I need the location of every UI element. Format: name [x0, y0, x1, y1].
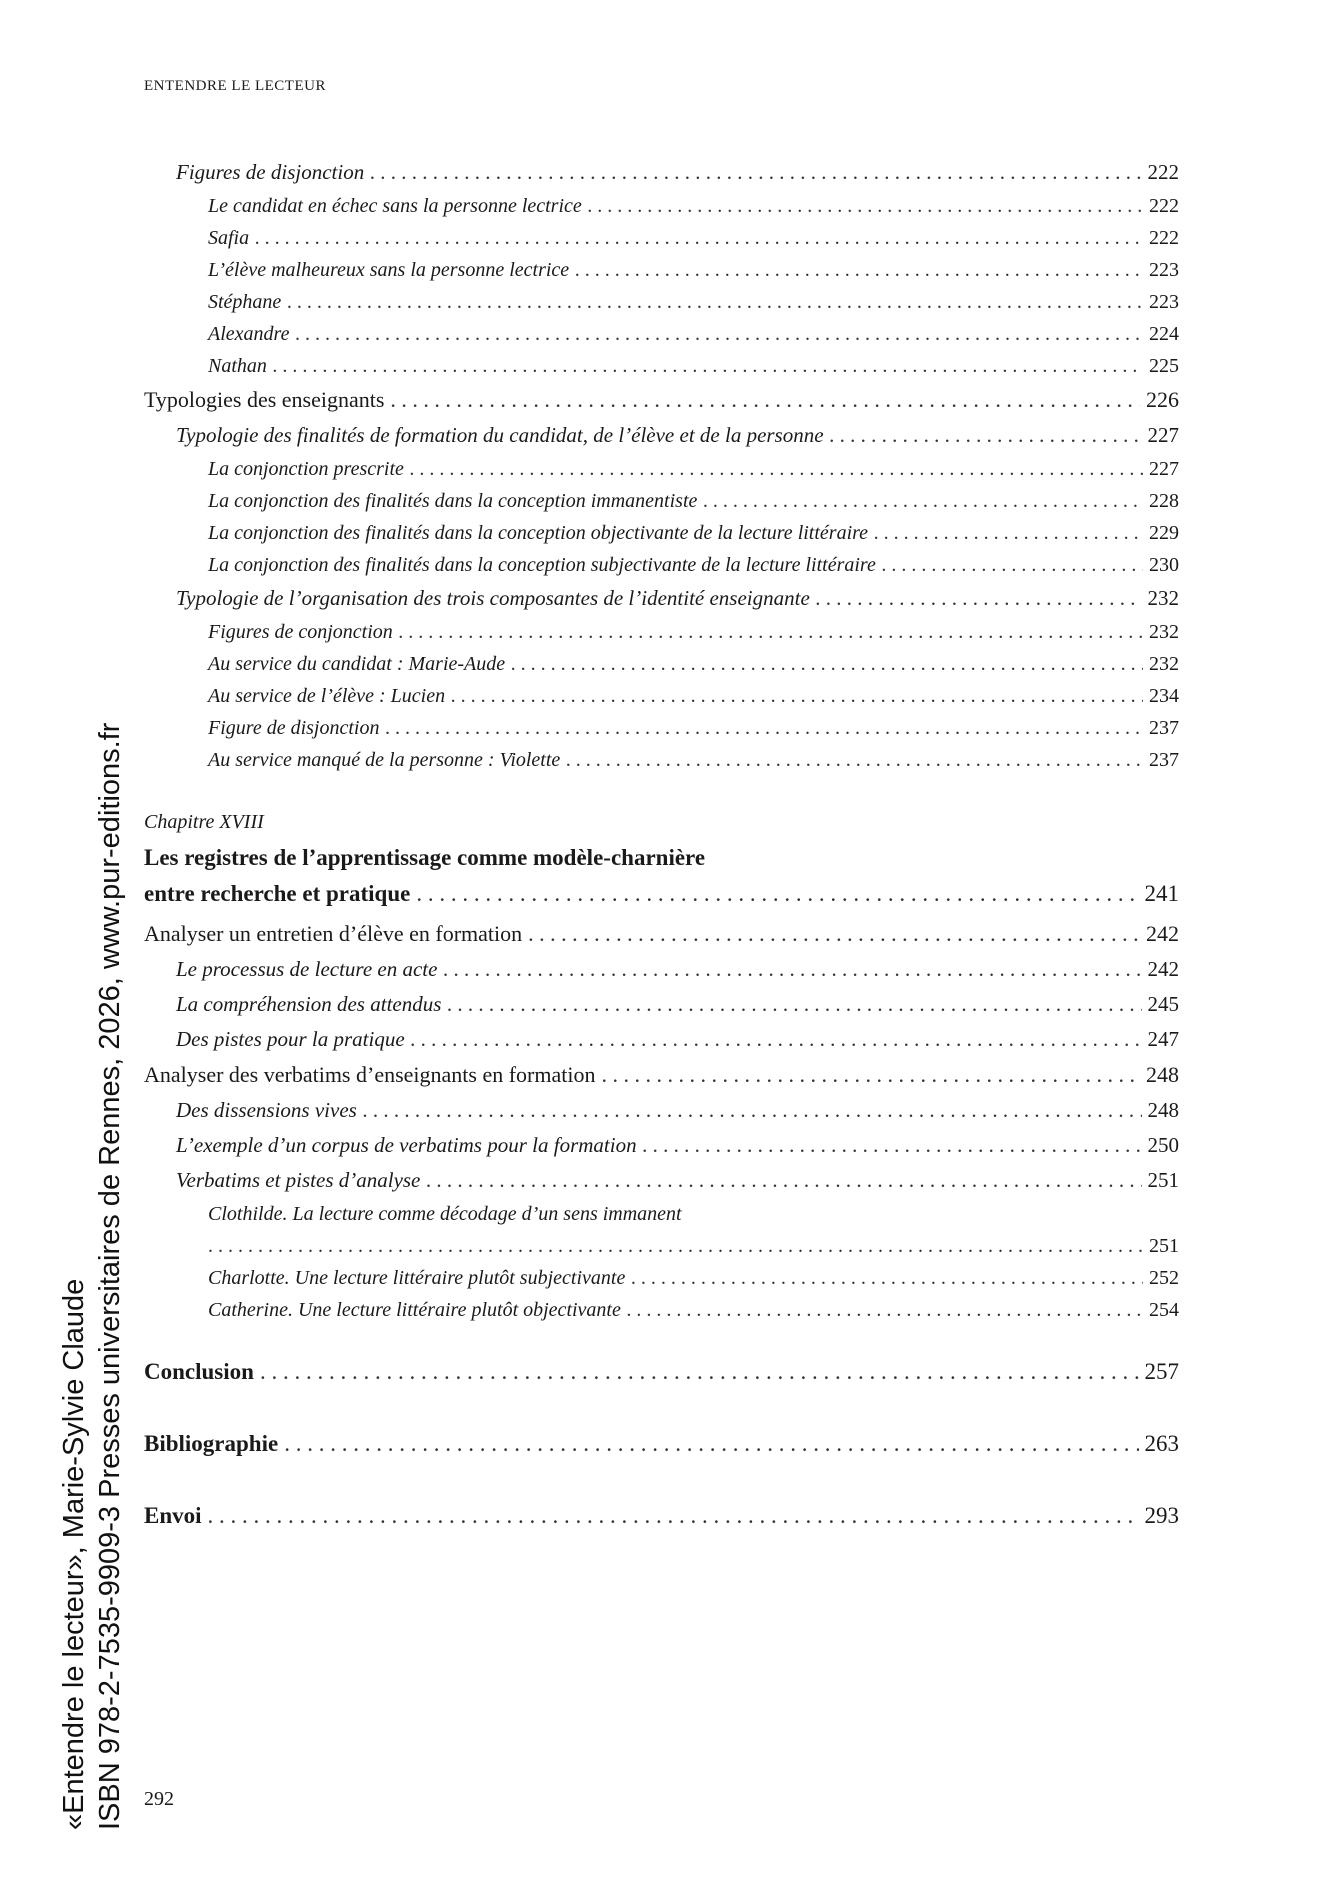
leader-dots [451, 685, 1143, 708]
leader-dots [443, 957, 1141, 982]
leader-dots [370, 160, 1141, 185]
toc-entry-page: 242 [1147, 957, 1179, 981]
toc-major-bibliographie[interactable] [144, 1431, 1179, 1471]
toc-entry-page: 237 [1149, 749, 1179, 771]
leader-dots [588, 195, 1143, 218]
toc-entry-title: L’élève malheureux sans la personne lectrice [208, 259, 570, 281]
toc-entry[interactable] [144, 586, 1179, 621]
toc-entry-title: La conjonction des finalités dans la conception subjectivante de la lecture littéraire [208, 554, 876, 576]
leader-dots [295, 323, 1143, 346]
toc-entry-title: Le candidat en échec sans la personne lectrice [208, 195, 582, 217]
leader-dots [566, 749, 1143, 772]
leader-dots [287, 291, 1143, 314]
toc-entry-page: 237 [1149, 717, 1179, 739]
toc-entry-page: 232 [1147, 586, 1179, 610]
leader-dots [284, 1431, 1138, 1457]
leader-dots [390, 387, 1140, 413]
toc-entry-title: Le processus de lecture en acte [176, 957, 438, 981]
leader-dots [410, 458, 1143, 481]
toc-entry-title: Typologie des finalités de formation du candidat, de l’élève et de la personne [176, 423, 824, 447]
toc-entry[interactable] [144, 490, 1179, 522]
leader-dots [208, 1235, 1143, 1258]
toc-entry[interactable] [144, 423, 1179, 458]
major-page: 257 [1144, 1359, 1179, 1384]
leader-dots [385, 717, 1143, 740]
toc-entry-title: Typologie de l’organisation des trois composantes de l’identité enseignante [176, 586, 810, 610]
leader-dots [411, 1027, 1142, 1052]
leader-dots [643, 1133, 1142, 1158]
toc-entry-split-title[interactable]: Clothilde. La lecture comme décodage d’un sens immanent [208, 1203, 682, 1225]
toc-entry[interactable] [144, 653, 1179, 685]
toc-entry-page: 225 [1149, 355, 1179, 377]
toc-entry[interactable] [144, 355, 1179, 387]
leader-dots [631, 1267, 1143, 1290]
toc-entry-page: 245 [1147, 992, 1179, 1016]
leader-dots [575, 259, 1143, 282]
toc-entry-title: Au service de l’élève : Lucien [208, 685, 446, 707]
toc-entry-page: 250 [1147, 1133, 1179, 1157]
toc-entry[interactable] [144, 957, 1179, 992]
toc-entry-page: 254 [1149, 1299, 1179, 1321]
toc-entry[interactable] [144, 1133, 1179, 1168]
leader-dots [426, 1168, 1141, 1193]
page-number: 292 [144, 1788, 174, 1810]
toc-entry-title: Catherine. Une lecture littéraire plutôt objectivante [208, 1299, 621, 1321]
toc-entry-split-row[interactable] [144, 1235, 1179, 1267]
toc-entry-page: 251 [1149, 1235, 1179, 1257]
toc-entry-title: Alexandre [208, 323, 290, 345]
toc-entry-title: Verbatims et pistes d’analyse [176, 1168, 421, 1192]
toc-entry[interactable] [144, 749, 1179, 781]
leader-dots [601, 1062, 1140, 1088]
toc-entry-title: L’exemple d’un corpus de verbatims pour la formation [176, 1133, 637, 1157]
toc-entry[interactable] [144, 1062, 1179, 1098]
toc-entry-title: Figures de conjonction [208, 621, 393, 643]
leader-dots [874, 522, 1143, 545]
major-page: 263 [1144, 1431, 1179, 1456]
toc-entry-page: 223 [1149, 259, 1179, 281]
toc-entry-page: 252 [1149, 1267, 1179, 1289]
toc-entry[interactable] [144, 1098, 1179, 1133]
toc-entry-page: 224 [1149, 323, 1179, 345]
toc-section-tail [144, 1267, 1179, 1331]
toc-major-conclusion[interactable] [144, 1359, 1179, 1399]
toc-entry-page: 242 [1146, 921, 1179, 946]
side-credit-line1: «Entendre le lecteur», Marie-Sylvie Claude [58, 1278, 90, 1830]
toc-entry[interactable] [144, 227, 1179, 259]
toc-entry[interactable] [144, 1267, 1179, 1299]
table-of-contents [144, 160, 1179, 1543]
toc-entry-page: 248 [1147, 1098, 1179, 1122]
chapter-title-line2-row[interactable] [144, 881, 1179, 921]
toc-entry-title: Figures de disjonction [176, 160, 365, 184]
leader-dots [260, 1359, 1139, 1385]
toc-entry[interactable] [144, 458, 1179, 490]
toc-entry[interactable] [144, 992, 1179, 1027]
leader-dots [273, 355, 1143, 378]
toc-section-after [144, 921, 1179, 1203]
toc-entry-title: La conjonction prescrite [208, 458, 404, 480]
side-credit-line2: ISBN 978-2-7535-9909-3 Presses universitaires de Rennes, 2026, www.pur-editions.fr [94, 722, 126, 1830]
toc-section-before [144, 160, 1179, 781]
toc-entry-title: Safia [208, 227, 250, 249]
major-page: 293 [1144, 1503, 1179, 1528]
toc-entry-page: 230 [1149, 554, 1179, 576]
chapter-label: Chapitre XVIII [144, 811, 264, 833]
leader-dots [703, 490, 1143, 513]
leader-dots [528, 921, 1140, 947]
toc-entry[interactable] [144, 1299, 1179, 1331]
toc-entry-page: 226 [1146, 387, 1179, 412]
toc-major-envoi[interactable] [144, 1503, 1179, 1543]
toc-entry[interactable] [144, 621, 1179, 653]
toc-entry[interactable] [144, 291, 1179, 323]
leader-dots [208, 1503, 1139, 1529]
toc-entry[interactable] [144, 522, 1179, 554]
toc-entry-page: 232 [1149, 653, 1179, 675]
leader-dots [830, 423, 1142, 448]
toc-entry-title: Analyser un entretien d’élève en formation [144, 921, 523, 946]
toc-entry-title: Des pistes pour la pratique [176, 1027, 405, 1051]
toc-entry[interactable] [144, 160, 1179, 195]
toc-entry[interactable] [144, 1027, 1179, 1062]
leader-dots [816, 586, 1142, 611]
toc-entry[interactable] [144, 717, 1179, 749]
major-title: Conclusion [144, 1359, 254, 1384]
toc-entry[interactable] [144, 195, 1179, 227]
chapter-page: 241 [1144, 881, 1179, 906]
toc-entry-title: Au service manqué de la personne : Violette [208, 749, 561, 771]
toc-entry[interactable] [144, 1168, 1179, 1203]
running-head: ENTENDRE LE LECTEUR [144, 78, 326, 94]
toc-entry-page: 228 [1149, 490, 1179, 512]
toc-entry[interactable] [144, 259, 1179, 291]
major-title: Envoi [144, 1503, 202, 1528]
leader-dots [627, 1299, 1143, 1322]
toc-entry-title: Typologies des enseignants [144, 387, 385, 412]
toc-entry-title: La conjonction des finalités dans la conception immanentiste [208, 490, 698, 512]
leader-dots [416, 881, 1138, 907]
major-title: Bibliographie [144, 1431, 279, 1456]
toc-entry[interactable] [144, 685, 1179, 717]
leader-dots [363, 1098, 1142, 1123]
toc-entry[interactable] [144, 323, 1179, 355]
toc-entry-title: La conjonction des finalités dans la conception objectivante de la lecture littéraire [208, 522, 869, 544]
toc-entry[interactable] [144, 921, 1179, 957]
leader-dots [882, 554, 1143, 577]
toc-entry-page: 222 [1149, 195, 1179, 217]
toc-entry-title: Analyser des verbatims d’enseignants en formation [144, 1062, 596, 1087]
leader-dots [399, 621, 1143, 644]
toc-entry-page: 251 [1147, 1168, 1179, 1192]
toc-entry-page: 248 [1146, 1062, 1179, 1087]
toc-entry-page: 223 [1149, 291, 1179, 313]
toc-entry-title: Au service du candidat : Marie-Aude [208, 653, 506, 675]
chapter-title-line1: Les registres de l’apprentissage comme modèle-charnière [144, 845, 706, 870]
leader-dots [255, 227, 1143, 250]
toc-entry-page: 234 [1149, 685, 1179, 707]
toc-entry-title: Nathan [208, 355, 267, 377]
toc-entry-title: La compréhension des attendus [176, 992, 442, 1016]
toc-entry-page: 232 [1149, 621, 1179, 643]
toc-entry-page: 227 [1147, 423, 1179, 447]
toc-entry[interactable] [144, 554, 1179, 586]
toc-entry-title: Charlotte. Une lecture littéraire plutôt subjectivante [208, 1267, 626, 1289]
toc-entry-page: 229 [1149, 522, 1179, 544]
chapter-title-line2: entre recherche et pratique [144, 881, 411, 906]
toc-entry-page: 222 [1147, 160, 1179, 184]
toc-entry-page: 227 [1149, 458, 1179, 480]
toc-entry-title: Figure de disjonction [208, 717, 380, 739]
leader-dots [511, 653, 1143, 676]
toc-entry-page: 222 [1149, 227, 1179, 249]
toc-entry[interactable] [144, 387, 1179, 423]
leader-dots [447, 992, 1141, 1017]
toc-entry-title: Des dissensions vives [176, 1098, 357, 1122]
side-credit [56, 723, 128, 1830]
toc-entry-title: Stéphane [208, 291, 282, 313]
toc-entry-page: 247 [1147, 1027, 1179, 1051]
